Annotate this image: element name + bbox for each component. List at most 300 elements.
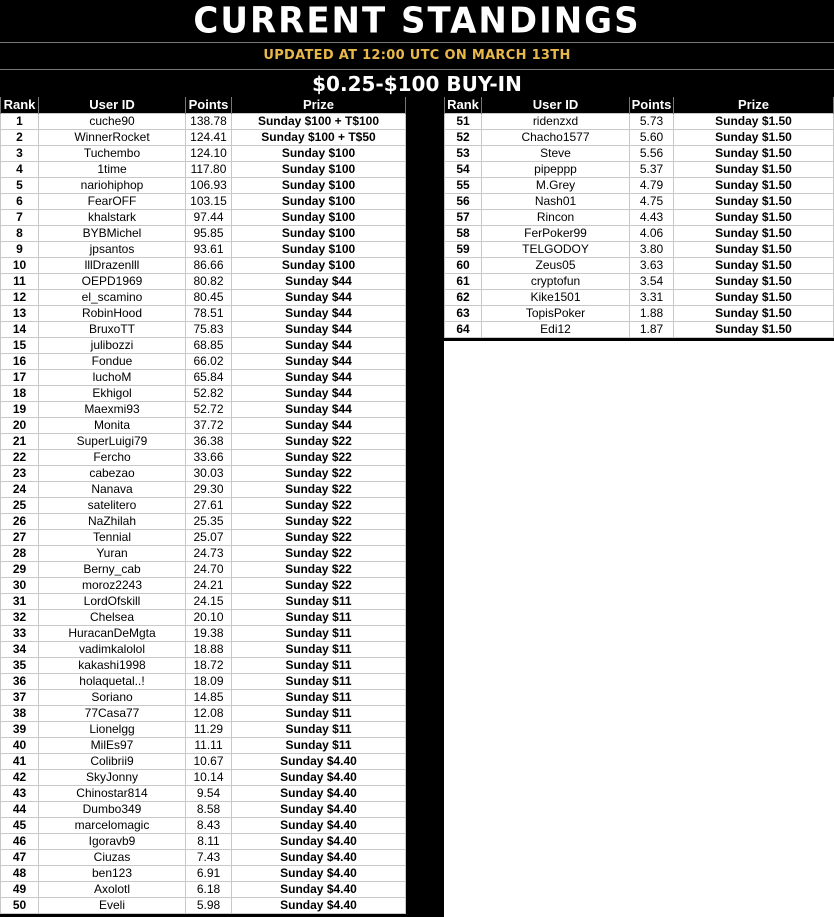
prize-cell: Sunday $22: [232, 514, 406, 530]
user-id-cell: Steve: [482, 146, 630, 162]
rank-cell: 41: [1, 754, 39, 770]
table-header-row: [1, 97, 406, 114]
table-row: [1, 642, 406, 658]
rank-cell: 55: [445, 178, 482, 194]
table-row: [1, 578, 406, 594]
prize-cell: Sunday $100 + T$100: [232, 114, 406, 130]
prize-cell: Sunday $11: [232, 594, 406, 610]
prize-cell: Sunday $1.50: [674, 114, 834, 130]
rank-cell: 35: [1, 658, 39, 674]
points-cell: 12.08: [186, 706, 232, 722]
points-cell: 24.15: [186, 594, 232, 610]
user-id-cell: Lionelgg: [39, 722, 186, 738]
table-row: [1, 754, 406, 770]
table-row: [1, 866, 406, 882]
prize-cell: Sunday $44: [232, 354, 406, 370]
header-prize: Prize: [232, 97, 406, 114]
prize-cell: Sunday $44: [232, 290, 406, 306]
table-row: [1, 882, 406, 898]
points-cell: 117.80: [186, 162, 232, 178]
rank-cell: 46: [1, 834, 39, 850]
user-id-cell: Axolotl: [39, 882, 186, 898]
user-id-cell: TopisPoker: [482, 306, 630, 322]
table-row: [1, 258, 406, 274]
points-cell: 18.88: [186, 642, 232, 658]
table-row: [1, 162, 406, 178]
points-cell: 4.06: [630, 226, 674, 242]
table-row: [1, 130, 406, 146]
rank-cell: 61: [445, 274, 482, 290]
user-id-cell: ridenzxd: [482, 114, 630, 130]
prize-cell: Sunday $4.40: [232, 786, 406, 802]
points-cell: 95.85: [186, 226, 232, 242]
prize-cell: Sunday $4.40: [232, 898, 406, 914]
user-id-cell: RobinHood: [39, 306, 186, 322]
table-row: [1, 786, 406, 802]
user-id-cell: cuche90: [39, 114, 186, 130]
empty-area: [444, 341, 834, 917]
points-cell: 27.61: [186, 498, 232, 514]
table-row: [1, 770, 406, 786]
points-cell: 86.66: [186, 258, 232, 274]
user-id-cell: Berny_cab: [39, 562, 186, 578]
rank-cell: 53: [445, 146, 482, 162]
prize-cell: Sunday $4.40: [232, 882, 406, 898]
table-row: [1, 674, 406, 690]
prize-cell: Sunday $100: [232, 226, 406, 242]
points-cell: 3.80: [630, 242, 674, 258]
points-cell: 1.88: [630, 306, 674, 322]
table-header-row: [445, 97, 834, 114]
user-id-cell: moroz2243: [39, 578, 186, 594]
rank-cell: 12: [1, 290, 39, 306]
prize-cell: Sunday $11: [232, 658, 406, 674]
user-id-cell: 77Casa77: [39, 706, 186, 722]
table-row: [445, 130, 834, 146]
user-id-cell: Tuchembo: [39, 146, 186, 162]
table-row: [445, 210, 834, 226]
rank-cell: 19: [1, 402, 39, 418]
points-cell: 36.38: [186, 434, 232, 450]
points-cell: 25.07: [186, 530, 232, 546]
rank-cell: 31: [1, 594, 39, 610]
points-cell: 7.43: [186, 850, 232, 866]
table-row: [1, 530, 406, 546]
rank-cell: 16: [1, 354, 39, 370]
rank-cell: 59: [445, 242, 482, 258]
prize-cell: Sunday $100: [232, 242, 406, 258]
points-cell: 37.72: [186, 418, 232, 434]
points-cell: 97.44: [186, 210, 232, 226]
table-row: [1, 690, 406, 706]
page-title: CURRENT STANDINGS: [193, 0, 641, 43]
user-id-cell: Chelsea: [39, 610, 186, 626]
prize-cell: Sunday $4.40: [232, 850, 406, 866]
rank-cell: 1: [1, 114, 39, 130]
user-id-cell: Colibrii9: [39, 754, 186, 770]
user-id-cell: 1time: [39, 162, 186, 178]
prize-cell: Sunday $22: [232, 578, 406, 594]
points-cell: 5.98: [186, 898, 232, 914]
user-id-cell: lllDrazenlll: [39, 258, 186, 274]
table-row: [1, 610, 406, 626]
prize-cell: Sunday $1.50: [674, 162, 834, 178]
prize-cell: Sunday $44: [232, 386, 406, 402]
rank-cell: 56: [445, 194, 482, 210]
table-row: [445, 114, 834, 130]
table-row: [1, 178, 406, 194]
user-id-cell: julibozzi: [39, 338, 186, 354]
user-id-cell: BYBMichel: [39, 226, 186, 242]
prize-cell: Sunday $44: [232, 274, 406, 290]
prize-cell: Sunday $4.40: [232, 818, 406, 834]
prize-cell: Sunday $4.40: [232, 834, 406, 850]
prize-cell: Sunday $100: [232, 178, 406, 194]
prize-cell: Sunday $4.40: [232, 754, 406, 770]
rank-cell: 28: [1, 546, 39, 562]
points-cell: 8.58: [186, 802, 232, 818]
table-row: [445, 274, 834, 290]
table-row: [1, 562, 406, 578]
table-row: [1, 226, 406, 242]
user-id-cell: Igoravb9: [39, 834, 186, 850]
user-id-cell: cryptofun: [482, 274, 630, 290]
points-cell: 4.75: [630, 194, 674, 210]
user-id-cell: WinnerRocket: [39, 130, 186, 146]
user-id-cell: Nash01: [482, 194, 630, 210]
user-id-cell: Zeus05: [482, 258, 630, 274]
rank-cell: 34: [1, 642, 39, 658]
table-row: [1, 242, 406, 258]
user-id-cell: el_scamino: [39, 290, 186, 306]
rank-cell: 63: [445, 306, 482, 322]
points-cell: 106.93: [186, 178, 232, 194]
user-id-cell: Fondue: [39, 354, 186, 370]
points-cell: 1.87: [630, 322, 674, 338]
table-row: [1, 482, 406, 498]
prize-cell: Sunday $11: [232, 626, 406, 642]
rank-cell: 48: [1, 866, 39, 882]
table-row: [445, 242, 834, 258]
table-row: [1, 210, 406, 226]
table-row: [1, 594, 406, 610]
prize-cell: Sunday $44: [232, 306, 406, 322]
table-row: [1, 898, 406, 914]
rank-cell: 37: [1, 690, 39, 706]
user-id-cell: BruxoTT: [39, 322, 186, 338]
table-row: [1, 498, 406, 514]
rank-cell: 40: [1, 738, 39, 754]
user-id-cell: satelitero: [39, 498, 186, 514]
prize-cell: Sunday $100: [232, 146, 406, 162]
table-row: [1, 738, 406, 754]
rank-cell: 23: [1, 466, 39, 482]
rank-cell: 9: [1, 242, 39, 258]
user-id-cell: vadimkalolol: [39, 642, 186, 658]
prize-cell: Sunday $100 + T$50: [232, 130, 406, 146]
user-id-cell: NaZhilah: [39, 514, 186, 530]
table-row: [1, 626, 406, 642]
prize-cell: Sunday $100: [232, 194, 406, 210]
points-cell: 24.70: [186, 562, 232, 578]
prize-cell: Sunday $1.50: [674, 146, 834, 162]
rank-cell: 22: [1, 450, 39, 466]
standings-table-right: [444, 97, 834, 338]
rank-cell: 4: [1, 162, 39, 178]
table-row: [1, 290, 406, 306]
table-row: [1, 834, 406, 850]
user-id-cell: MilEs97: [39, 738, 186, 754]
rank-cell: 24: [1, 482, 39, 498]
rank-cell: 13: [1, 306, 39, 322]
user-id-cell: SkyJonny: [39, 770, 186, 786]
points-cell: 80.45: [186, 290, 232, 306]
prize-cell: Sunday $11: [232, 674, 406, 690]
prize-cell: Sunday $1.50: [674, 274, 834, 290]
rank-cell: 3: [1, 146, 39, 162]
prize-cell: Sunday $44: [232, 370, 406, 386]
rank-cell: 47: [1, 850, 39, 866]
table-row: [1, 722, 406, 738]
points-cell: 8.43: [186, 818, 232, 834]
user-id-cell: Fercho: [39, 450, 186, 466]
standings-table-left: [0, 97, 406, 914]
rank-cell: 33: [1, 626, 39, 642]
points-cell: 11.11: [186, 738, 232, 754]
user-id-cell: Nanava: [39, 482, 186, 498]
points-cell: 5.56: [630, 146, 674, 162]
rank-cell: 50: [1, 898, 39, 914]
points-cell: 11.29: [186, 722, 232, 738]
prize-cell: Sunday $22: [232, 434, 406, 450]
prize-cell: Sunday $4.40: [232, 770, 406, 786]
header-rank: Rank: [1, 97, 39, 114]
points-cell: 18.09: [186, 674, 232, 690]
prize-cell: Sunday $22: [232, 466, 406, 482]
table-row: [1, 370, 406, 386]
points-cell: 6.18: [186, 882, 232, 898]
table-row: [1, 274, 406, 290]
header-user-id: User ID: [39, 97, 186, 114]
points-cell: 124.41: [186, 130, 232, 146]
user-id-cell: FearOFF: [39, 194, 186, 210]
user-id-cell: HuracanDeMgta: [39, 626, 186, 642]
prize-cell: Sunday $4.40: [232, 802, 406, 818]
rank-cell: 60: [445, 258, 482, 274]
prize-cell: Sunday $22: [232, 530, 406, 546]
user-id-cell: Edi12: [482, 322, 630, 338]
user-id-cell: jpsantos: [39, 242, 186, 258]
user-id-cell: Chacho1577: [482, 130, 630, 146]
table-row: [1, 706, 406, 722]
points-cell: 66.02: [186, 354, 232, 370]
points-cell: 19.38: [186, 626, 232, 642]
points-cell: 78.51: [186, 306, 232, 322]
rank-cell: 26: [1, 514, 39, 530]
rank-cell: 36: [1, 674, 39, 690]
prize-cell: Sunday $1.50: [674, 306, 834, 322]
rank-cell: 18: [1, 386, 39, 402]
prize-cell: Sunday $100: [232, 210, 406, 226]
points-cell: 3.54: [630, 274, 674, 290]
rank-cell: 62: [445, 290, 482, 306]
user-id-cell: Eveli: [39, 898, 186, 914]
prize-cell: Sunday $1.50: [674, 210, 834, 226]
points-cell: 25.35: [186, 514, 232, 530]
table-row: [445, 290, 834, 306]
rank-cell: 49: [1, 882, 39, 898]
table-row: [1, 850, 406, 866]
points-cell: 138.78: [186, 114, 232, 130]
prize-cell: Sunday $22: [232, 498, 406, 514]
user-id-cell: nariohiphop: [39, 178, 186, 194]
prize-cell: Sunday $11: [232, 610, 406, 626]
user-id-cell: SuperLuigi79: [39, 434, 186, 450]
user-id-cell: Yuran: [39, 546, 186, 562]
table-row: [1, 450, 406, 466]
updated-timestamp: UPDATED AT 12:00 UTC ON MARCH 13TH: [0, 42, 834, 70]
table-row: [1, 402, 406, 418]
buyin-range: $0.25-$100 BUY-IN: [312, 72, 522, 96]
points-cell: 80.82: [186, 274, 232, 290]
header-points: Points: [186, 97, 232, 114]
points-cell: 3.63: [630, 258, 674, 274]
table-row: [445, 162, 834, 178]
points-cell: 10.67: [186, 754, 232, 770]
points-cell: 14.85: [186, 690, 232, 706]
prize-cell: Sunday $22: [232, 450, 406, 466]
prize-cell: Sunday $11: [232, 738, 406, 754]
table-row: [1, 194, 406, 210]
rank-cell: 7: [1, 210, 39, 226]
rank-cell: 11: [1, 274, 39, 290]
points-cell: 75.83: [186, 322, 232, 338]
prize-cell: Sunday $44: [232, 418, 406, 434]
points-cell: 93.61: [186, 242, 232, 258]
user-id-cell: Ekhigol: [39, 386, 186, 402]
user-id-cell: Monita: [39, 418, 186, 434]
user-id-cell: Chinostar814: [39, 786, 186, 802]
prize-cell: Sunday $1.50: [674, 242, 834, 258]
points-cell: 5.73: [630, 114, 674, 130]
rank-cell: 25: [1, 498, 39, 514]
rank-cell: 52: [445, 130, 482, 146]
user-id-cell: khalstark: [39, 210, 186, 226]
points-cell: 9.54: [186, 786, 232, 802]
table-row: [1, 546, 406, 562]
prize-cell: Sunday $100: [232, 258, 406, 274]
points-cell: 5.37: [630, 162, 674, 178]
rank-cell: 30: [1, 578, 39, 594]
table-row: [445, 322, 834, 338]
rank-cell: 29: [1, 562, 39, 578]
header-points: Points: [630, 97, 674, 114]
table-row: [1, 818, 406, 834]
table-row: [1, 146, 406, 162]
prize-cell: Sunday $1.50: [674, 290, 834, 306]
table-row: [1, 114, 406, 130]
user-id-cell: FerPoker99: [482, 226, 630, 242]
rank-cell: 6: [1, 194, 39, 210]
points-cell: 103.15: [186, 194, 232, 210]
points-cell: 124.10: [186, 146, 232, 162]
header-user-id: User ID: [482, 97, 630, 114]
rank-cell: 51: [445, 114, 482, 130]
rank-cell: 8: [1, 226, 39, 242]
points-cell: 52.72: [186, 402, 232, 418]
header-rank: Rank: [445, 97, 482, 114]
points-cell: 24.21: [186, 578, 232, 594]
points-cell: 20.10: [186, 610, 232, 626]
prize-cell: Sunday $1.50: [674, 258, 834, 274]
user-id-cell: ben123: [39, 866, 186, 882]
rank-cell: 45: [1, 818, 39, 834]
user-id-cell: Tennial: [39, 530, 186, 546]
user-id-cell: Ciuzas: [39, 850, 186, 866]
prize-cell: Sunday $22: [232, 546, 406, 562]
table-row: [1, 802, 406, 818]
user-id-cell: luchoM: [39, 370, 186, 386]
header-prize: Prize: [674, 97, 834, 114]
user-id-cell: Dumbo349: [39, 802, 186, 818]
table-row: [1, 354, 406, 370]
rank-cell: 58: [445, 226, 482, 242]
user-id-cell: Soriano: [39, 690, 186, 706]
points-cell: 52.82: [186, 386, 232, 402]
user-id-cell: LordOfskill: [39, 594, 186, 610]
prize-cell: Sunday $11: [232, 722, 406, 738]
table-row: [1, 386, 406, 402]
prize-cell: Sunday $44: [232, 322, 406, 338]
table-row: [1, 658, 406, 674]
prize-cell: Sunday $1.50: [674, 226, 834, 242]
table-row: [1, 434, 406, 450]
rank-cell: 14: [1, 322, 39, 338]
user-id-cell: Rincon: [482, 210, 630, 226]
table-row: [1, 338, 406, 354]
prize-cell: Sunday $11: [232, 642, 406, 658]
rank-cell: 57: [445, 210, 482, 226]
points-cell: 6.91: [186, 866, 232, 882]
user-id-cell: Maexmi93: [39, 402, 186, 418]
rank-cell: 43: [1, 786, 39, 802]
table-row: [445, 178, 834, 194]
rank-cell: 54: [445, 162, 482, 178]
rank-cell: 42: [1, 770, 39, 786]
points-cell: 65.84: [186, 370, 232, 386]
table-row: [445, 146, 834, 162]
user-id-cell: holaquetal..!: [39, 674, 186, 690]
table-row: [1, 466, 406, 482]
points-cell: 18.72: [186, 658, 232, 674]
prize-cell: Sunday $22: [232, 482, 406, 498]
prize-cell: Sunday $1.50: [674, 178, 834, 194]
points-cell: 24.73: [186, 546, 232, 562]
user-id-cell: M.Grey: [482, 178, 630, 194]
table-row: [445, 194, 834, 210]
points-cell: 4.79: [630, 178, 674, 194]
rank-cell: 10: [1, 258, 39, 274]
rank-cell: 38: [1, 706, 39, 722]
prize-cell: Sunday $22: [232, 562, 406, 578]
table-row: [445, 258, 834, 274]
points-cell: 3.31: [630, 290, 674, 306]
table-row: [1, 514, 406, 530]
prize-cell: Sunday $4.40: [232, 866, 406, 882]
points-cell: 29.30: [186, 482, 232, 498]
table-row: [1, 418, 406, 434]
rank-cell: 39: [1, 722, 39, 738]
